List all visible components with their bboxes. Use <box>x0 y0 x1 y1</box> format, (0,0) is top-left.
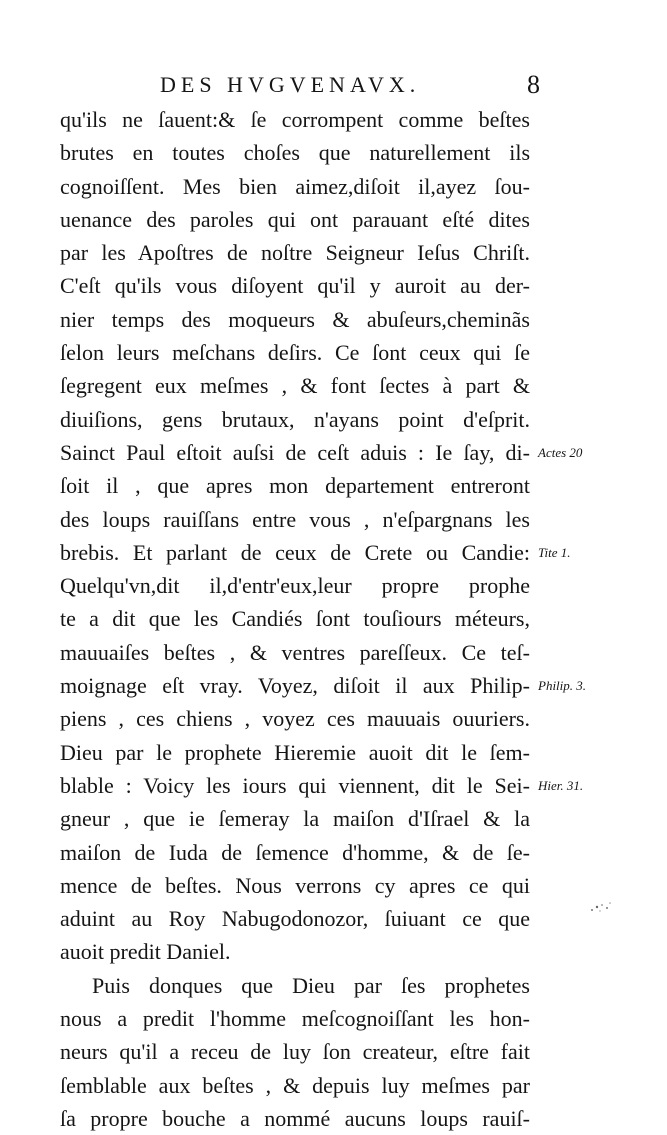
text-line: Dieu par le prophete Hieremie auoit dit le ſem- <box>60 739 530 765</box>
margin-note: Tite 1. <box>538 544 571 560</box>
text-line: ſemblable aux beſtes , & depuis luy meſmes par <box>60 1072 530 1098</box>
text-line: mauuaiſes beſtes , & ventres pareſſeux. Ce teſ- <box>60 639 530 665</box>
text-line: gneur , que ie ſemeray la maiſon d'Iſrael & la <box>60 806 530 832</box>
text-line: moignage eſt vray. Voyez, diſoit il aux Philip- <box>60 673 530 699</box>
text-line: diuiſions, gens brutaux, n'ayans point d'eſprit. <box>60 406 530 432</box>
body-text <box>60 103 530 1135</box>
text-line: brebis. Et parlant de ceux de Crete ou Candie: <box>60 539 530 565</box>
text-line: blable : Voicy les iours qui viennent, dit le Sei- <box>60 772 530 798</box>
text-line: des loups rauiſſans entre vous , n'eſpargnans les <box>60 506 530 532</box>
text-line: auoit predit Daniel. <box>60 939 231 965</box>
page-number: 8 <box>527 70 540 99</box>
margin-note: Philip. 3. <box>538 678 587 694</box>
text-line: cognoiſſent. Mes bien aimez,diſoit il,ayez ſou- <box>60 173 530 199</box>
text-line: neurs qu'il a receu de luy ſon createur, eſtre fait <box>60 1039 530 1065</box>
running-head: DES HVGVENAVX. <box>160 72 421 97</box>
text-line: Quelqu'vn,dit il,d'entr'eux,leur propre prophe <box>60 573 530 599</box>
margin-note: Hier. 31. <box>538 777 584 793</box>
text-line: aduint au Roy Nabugodonozor, ſuiuant ce que <box>60 906 530 932</box>
text-line: ſoit il , que apres mon departement entreront <box>60 473 530 499</box>
text-line: piens , ces chiens , voyez ces mauuais ouuriers. <box>60 706 530 732</box>
ink-speck-mark <box>588 900 614 916</box>
text-line: Puis donques que Dieu par ſes prophetes <box>92 972 530 998</box>
text-line: C'eſt qu'ils vous diſoyent qu'il y auroit au der- <box>60 273 530 299</box>
text-line: Sainct Paul eſtoit auſsi de ceſt aduis : Ie ſay, di- <box>60 439 530 465</box>
page-header <box>150 70 540 102</box>
text-line: brutes en toutes choſes que naturellement ils <box>60 140 530 166</box>
text-line: nous a predit l'homme meſcognoiſſant les hon- <box>60 1006 530 1032</box>
text-line: ſa propre bouche a nommé aucuns loups rauiſ- <box>60 1105 530 1131</box>
text-line: ſelon leurs meſchans deſirs. Ce ſont ceux qui ſe <box>60 340 530 366</box>
text-line: ſegregent eux meſmes , & font ſectes à part & <box>60 373 530 399</box>
text-line: par les Apoſtres de noſtre Seigneur Ieſus Chriſt. <box>60 240 530 266</box>
text-line: qu'ils ne ſauent:& ſe corrompent comme beſtes <box>60 107 530 132</box>
text-line: nier temps des moqueurs & abuſeurs,cheminãs <box>60 306 530 332</box>
margin-note: Actes 20 <box>538 444 583 460</box>
text-line: mence de beſtes. Nous verrons cy apres ce qui <box>60 872 530 898</box>
text-line: uenance des paroles qui ont parauant eſté dites <box>60 206 530 232</box>
text-line: te a dit que les Candiés ſont touſiours méteurs, <box>60 606 530 632</box>
text-line: maiſon de Iuda de ſemence d'homme, & de ſe- <box>60 839 530 865</box>
